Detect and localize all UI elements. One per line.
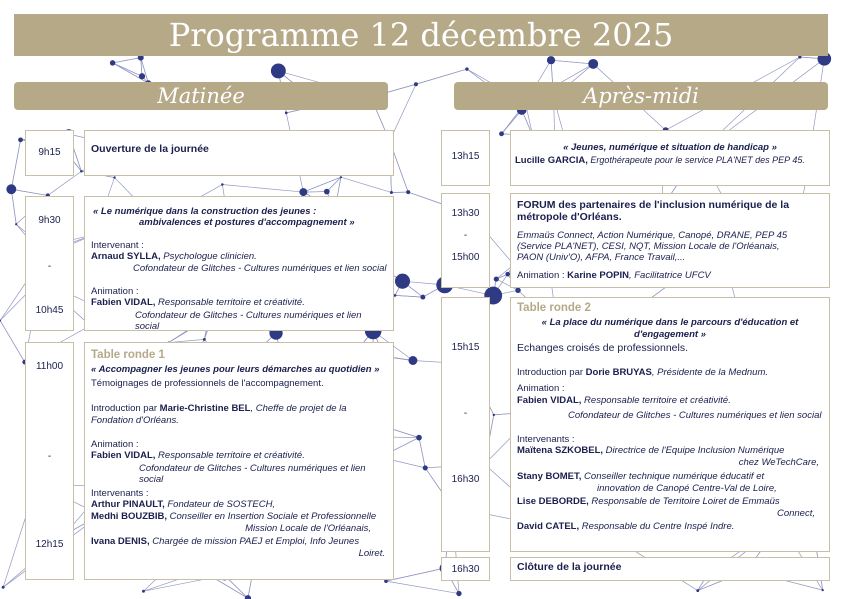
round1-s2-org: Mission Locale de l'Orléanais, — [245, 523, 371, 534]
round1-intro-role2: Fondation d'Orléans. — [91, 415, 179, 426]
time-label: 9h30 — [38, 215, 61, 226]
network-line — [386, 568, 445, 581]
network-node — [465, 67, 468, 70]
network-node — [395, 274, 410, 289]
network-node — [110, 60, 115, 65]
talk-handicap-title: « Jeunes, numérique et situation de handicap » — [563, 142, 777, 153]
talk1-speaker-org: Cofondateur de Glitches - Cultures numériques et lien social — [133, 263, 387, 274]
round2-host-label: Animation : — [517, 383, 565, 394]
network-line — [11, 140, 20, 189]
round2-host-name: Fabien VIDAL, — [517, 395, 582, 406]
section-header-afternoon: Après-midi — [454, 82, 828, 110]
round1-s3-name: Ivana DENIS, — [91, 536, 150, 547]
network-node — [324, 189, 330, 195]
time-label: 15h15 — [451, 342, 480, 353]
round2-host-role: Responsable territoire et créativité. — [581, 395, 731, 406]
network-line — [222, 185, 303, 193]
round1-s2-role: Conseiller en Insertion Sociale et Professionnelle — [167, 511, 377, 522]
card-opening — [84, 130, 394, 176]
card-talk-handicap — [510, 130, 830, 186]
network-node — [822, 589, 824, 591]
round2-s1-name: Maïtena SZKOBEL, — [517, 445, 604, 456]
network-node — [142, 590, 145, 593]
closing-text: Clôture de la journée — [517, 561, 622, 573]
round2-title-line2: d'engagement » — [634, 329, 706, 340]
round1-title: « Accompagner les jeunes pour leurs démarches au quotidien » — [91, 364, 380, 375]
network-node — [493, 414, 495, 416]
network-line — [386, 581, 459, 593]
round2-s3-org: Connect, — [776, 508, 815, 519]
talk1-host-name: Fabien VIDAL, — [91, 297, 156, 308]
forum-partners-line2: (Service PLA'NET), CESI, NQT, Mission Locale de l'Orléanais, — [517, 241, 780, 252]
forum-host-label: Animation : — [517, 270, 568, 281]
round2-s2-name: Stany BOMET, — [517, 471, 582, 482]
talk1-title-line1: « Le numérique dans la construction des jeunes : — [93, 206, 317, 217]
round2-s1-role: Directrice de l'Equipe Inclusion Numérique — [603, 445, 785, 456]
network-node — [515, 288, 520, 293]
time-label: 9h15 — [38, 147, 61, 158]
network-line — [395, 295, 423, 297]
network-node — [456, 591, 461, 596]
round1-label: Table ronde 1 — [91, 349, 165, 361]
time-slot-talk1 — [25, 196, 74, 331]
round1-intro-name: Marie-Christine BEL — [159, 403, 251, 414]
network-line — [341, 177, 392, 192]
network-node — [15, 223, 17, 225]
round2-s4-role: Responsable du Centre Inspé Indre. — [579, 521, 735, 532]
round2-s1-org: chez WeTechCare, — [738, 457, 819, 468]
round2-host-org: Cofondateur de Glitches - Cultures numériques et lien social — [568, 410, 822, 421]
time-slot-opening — [25, 130, 74, 176]
round2-intro-prefix: Introduction par — [517, 367, 586, 378]
network-node — [499, 131, 504, 136]
round1-s1-name: Arthur PINAULT, — [91, 499, 165, 510]
time-label: 13h30 — [451, 208, 480, 219]
round2-title-line1: « La place du numérique dans le parcours d'éducation et — [541, 317, 799, 328]
network-node — [547, 56, 555, 64]
time-slot-round1 — [25, 342, 74, 580]
round2-s3-name: Lise DEBORDE, — [517, 496, 589, 507]
time-label: 16h30 — [451, 564, 480, 575]
card-closing — [510, 557, 830, 581]
network-node — [406, 190, 410, 194]
network-line — [303, 177, 341, 192]
round2-s4-name: David CATEL, — [517, 521, 580, 532]
round1-host-label: Animation : — [91, 439, 139, 450]
time-separator: - — [47, 261, 52, 272]
network-node — [408, 356, 417, 365]
round2-s3-role: Responsable de Territoire Loiret de Emmaüs — [588, 496, 780, 507]
network-node — [139, 73, 145, 79]
time-slot-closing — [441, 557, 490, 581]
round2-s2-org: innovation de Canopé Centre-Val de Loire, — [597, 483, 777, 494]
page-title: Programme 12 décembre 2025 — [14, 14, 828, 56]
time-label: 15h00 — [451, 252, 480, 263]
network-line — [113, 58, 141, 63]
forum-host-role: , Facilitatrice UFCV — [628, 270, 711, 281]
network-node — [6, 184, 16, 194]
round1-subtitle: Témoignages de professionnels de l'accompagnement. — [91, 378, 324, 389]
card-round2 — [510, 297, 830, 552]
round1-host-org: Cofondateur de Glitches - Cultures numériques et lien social — [139, 463, 366, 485]
round1-s3-role: Chargée de mission PAEJ et Emploi, Info Jeunes — [149, 536, 360, 547]
network-node — [340, 176, 342, 178]
network-node — [285, 112, 288, 115]
round1-host-name: Fabien VIDAL, — [91, 450, 156, 461]
time-slot-talk-handicap — [441, 130, 490, 186]
opening-text: Ouverture de la journée — [91, 143, 209, 155]
round2-intro-name: Dorie BRUYAS — [585, 367, 652, 378]
round2-label: Table ronde 2 — [517, 302, 591, 314]
network-line — [0, 321, 25, 363]
network-node — [390, 191, 393, 194]
network-node — [271, 63, 286, 78]
time-slot-round2 — [441, 297, 490, 552]
network-node — [416, 435, 422, 441]
round2-speakers-label: Intervenants : — [517, 434, 575, 445]
network-node — [588, 59, 598, 69]
round1-s3-org: Loiret. — [358, 548, 385, 559]
network-node — [18, 137, 23, 142]
network-node — [494, 277, 499, 282]
time-separator: - — [463, 408, 468, 419]
card-round1 — [84, 342, 394, 580]
talk1-host-org: Cofondateur de Glitches - Cultures numériques et lien social — [135, 310, 362, 332]
network-node — [203, 338, 206, 341]
talk1-host-role: Responsable territoire et créativité. — [155, 297, 305, 308]
time-label: 12h15 — [35, 539, 64, 550]
network-node — [423, 465, 428, 470]
network-line — [11, 189, 47, 195]
talk-handicap-role: Ergothérapeute pour le service PLA'NET des PEP 45. — [587, 155, 805, 165]
network-node — [696, 589, 699, 592]
forum-title-line1: FORUM des partenaires de l'inclusion numérique de la — [517, 199, 790, 211]
network-line — [113, 63, 142, 76]
time-slot-forum — [441, 193, 490, 288]
time-label: 16h30 — [451, 474, 480, 485]
time-separator: - — [47, 451, 52, 462]
network-node — [221, 183, 224, 186]
forum-host-name: Karine POPIN — [567, 270, 629, 281]
round1-s2-name: Medhi BOUZBIB, — [91, 511, 167, 522]
network-line — [419, 438, 425, 468]
network-node — [80, 170, 83, 173]
network-line — [551, 60, 593, 64]
talk1-speaker-label: Intervenant : — [91, 240, 144, 251]
time-label: 10h45 — [35, 305, 64, 316]
forum-partners-line1: Emmaüs Connect, Action Numérique, Canopé, DRANE, PEP 45 — [517, 230, 788, 241]
round1-intro-role1: , Cheffe de projet de la — [250, 403, 347, 414]
network-node — [420, 295, 425, 300]
talk1-speaker-name: Arnaud SYLLA, — [91, 251, 161, 262]
forum-partners-line3: PAON (Univ'O), AFPA, France Travail,... — [517, 252, 686, 263]
network-line — [11, 189, 16, 224]
network-node — [113, 176, 115, 178]
section-header-morning: Matinée — [14, 82, 388, 110]
round2-intro-role: , Présidente de la Mednum. — [651, 367, 769, 378]
network-node — [299, 188, 307, 196]
talk1-title-line2: ambivalences et postures d'accompagnement » — [139, 217, 355, 228]
time-label: 13h15 — [451, 151, 480, 162]
talk1-host-label: Animation : — [91, 286, 139, 297]
forum-title-line2: métropole d'Orléans. — [517, 211, 622, 223]
card-forum — [510, 193, 830, 288]
network-node — [2, 586, 5, 589]
round1-intro-prefix: Introduction par — [91, 403, 160, 414]
card-talk1 — [84, 196, 394, 331]
network-node — [414, 82, 418, 86]
time-separator: - — [463, 230, 468, 241]
round1-s1-role: Fondateur de SOSTECH, — [164, 499, 276, 510]
network-node — [394, 294, 397, 297]
talk1-speaker-role: Psychologue clinicien. — [160, 251, 257, 262]
time-label: 11h00 — [35, 361, 64, 372]
round2-s2-role: Conseiller technique numérique éducatif et — [581, 471, 765, 482]
round2-subtitle: Echanges croisés de professionnels. — [517, 342, 689, 354]
round1-speakers-label: Intervenants : — [91, 488, 149, 499]
round1-host-role: Responsable territoire et créativité. — [155, 450, 305, 461]
talk-handicap-name: Lucille GARCIA, — [515, 155, 588, 166]
